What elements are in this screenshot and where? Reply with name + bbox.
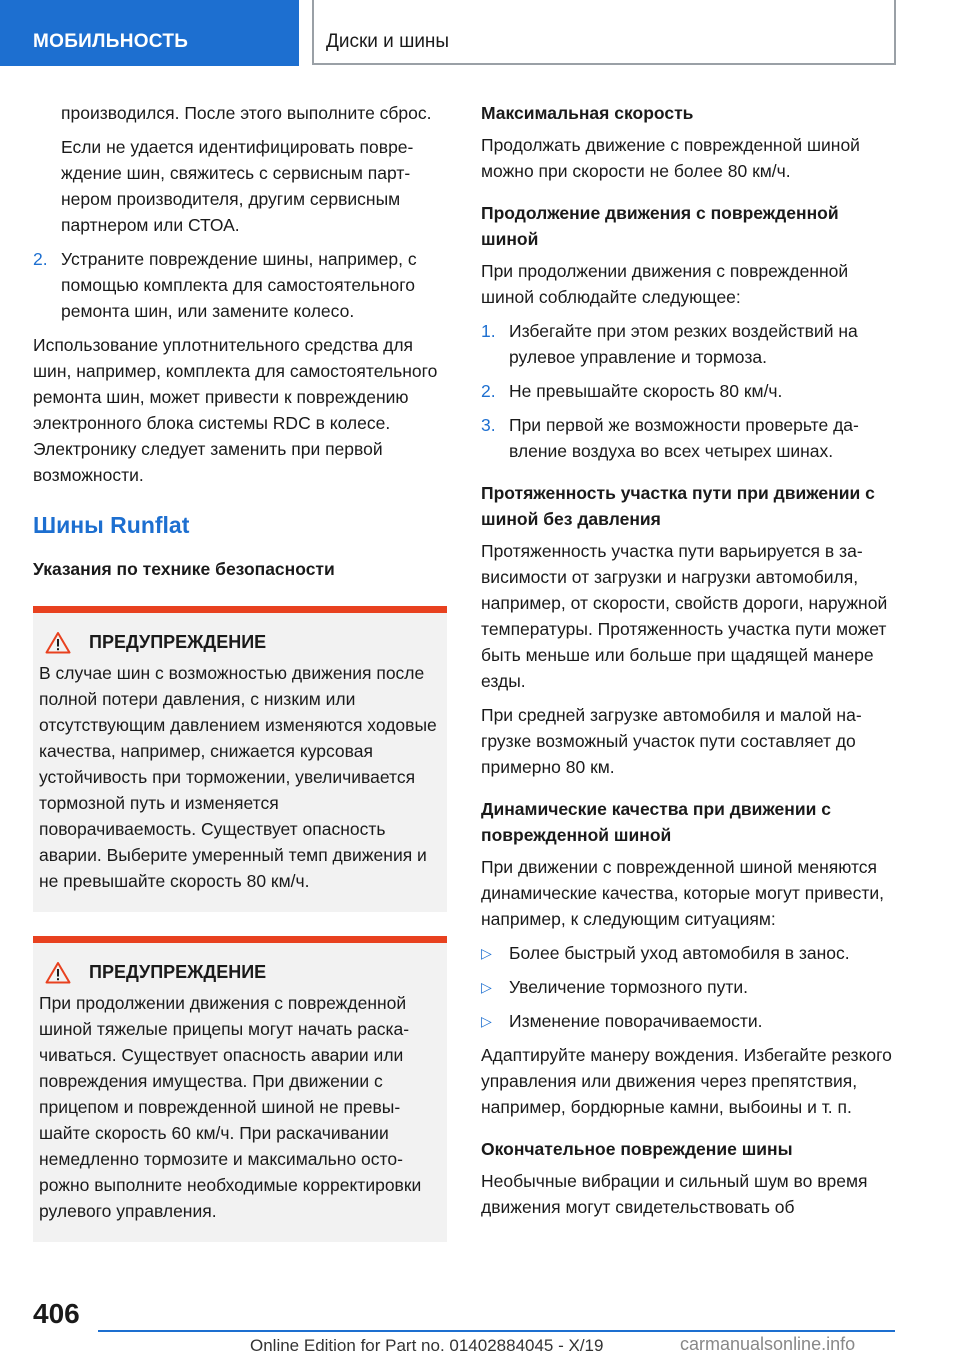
- warning-title: [39, 631, 437, 654]
- list-text: Не превышайте скорость 80 км/ч.: [509, 381, 783, 401]
- subsection-heading: Указания по технике безопасности: [33, 559, 335, 579]
- list-text: Устраните повреждение шины, например, с помощью комплекта для самостоятельного ремонта шин, или замените колесо.: [61, 249, 417, 321]
- page-header: [0, 0, 960, 66]
- right-column: [481, 100, 895, 1228]
- list-number: 2.: [33, 249, 48, 269]
- warning-triangle-icon: [45, 961, 71, 984]
- watermark: carmanualsonline.info: [680, 1334, 856, 1354]
- list-item: [481, 318, 895, 370]
- warning-text: При продолжении движения с поврежденной шиной тяжелые прицепы могут начать раскачиваться. Существует опасность аварии или повреждения имущества. При движении с прицепом и поврежденной шиной не превышайте скорость 60 км/ч. При раскачивании немедленно тормозите и максимально осторожно выполните необходимые корректировки рулевого управления.: [39, 993, 422, 1221]
- paragraph: При продолжении движения с поврежденной шиной соблюдайте следующее:: [481, 261, 849, 307]
- bullet-text: Более быстрый уход автомобиля в занос.: [509, 943, 850, 963]
- bullet-item: [481, 1008, 895, 1034]
- list-item: [481, 412, 895, 464]
- paragraph: производился. После этого выполните сброс.: [61, 103, 432, 123]
- subsection-heading: Максимальная скорость: [481, 103, 694, 123]
- section-heading: Шины Runflat: [33, 512, 190, 538]
- section-title: МОБИЛЬНОСТЬ: [0, 0, 299, 66]
- paragraph: Продолжать движение с поврежденной шиной можно при скорости не более 80 км/ч.: [481, 135, 860, 181]
- paragraph: Необычные вибрации и сильный шум во время движения могут свидетельствовать об: [481, 1171, 868, 1217]
- paragraph: Использование уплотнительного средства для шин, например, комплекта для самостоятельного ремонта шин, может привести к повреждению электронного блока системы RDC в колесе. Электронику следует заменить при первой возможности.: [33, 335, 438, 485]
- list-number: 1.: [481, 321, 496, 341]
- warning-label: ПРЕДУПРЕЖДЕНИЕ: [89, 962, 267, 982]
- list-number: 2.: [481, 381, 496, 401]
- warning-text: В случае шин с возможностью движения после полной потери давления, с низким или отсутствующим давлением изменяются ходовые качества, например, снижается курсовая устойчивость при торможении, увеличивается тормозной путь и изменяется поворачиваемость. Существует опасность аварии. Выберите умеренный темп движения и не превышайте скорость 80 км/ч.: [39, 663, 437, 891]
- paragraph: Протяженность участка пути варьируется в зависимости от загрузки и нагрузки автомобиля, например, от скорости, свойств дороги, наружной температуры. Протяженность участка пути может быть меньше или больше при щадящей манере езды.: [481, 541, 888, 691]
- page-number: 406: [33, 1298, 80, 1329]
- warning-title: [39, 961, 437, 984]
- subsection-heading: Протяженность участка пути при движении с шиной без давления: [481, 483, 875, 529]
- bullet-text: Увеличение тормозного пути.: [509, 977, 749, 997]
- list-item: [33, 246, 447, 324]
- warning-box: [33, 936, 447, 1242]
- paragraph: Если не удается идентифицировать повреждение шин, свяжитесь с сервисным партнером производителя, другим сервисным партнером или СТОА.: [61, 137, 414, 235]
- bullet-item: [481, 974, 895, 1000]
- list-item: [481, 378, 895, 404]
- bullet-item: [481, 940, 895, 966]
- bullet-text: Изменение поворачиваемости.: [509, 1011, 763, 1031]
- subsection-heading: Динамические качества при движении с поврежденной шиной: [481, 799, 831, 845]
- subsection-heading: Окончательное повреждение шины: [481, 1139, 793, 1159]
- edition-note: Online Edition for Part no. 01402884045 - X/19: [250, 1336, 604, 1355]
- warning-box: [33, 606, 447, 912]
- warning-label: ПРЕДУПРЕЖДЕНИЕ: [89, 632, 267, 652]
- warning-triangle-icon: [45, 631, 71, 654]
- list-text: При первой же возможности проверьте давление воздуха во всех четырех шинах.: [509, 415, 859, 461]
- triangle-bullet-icon: ▷: [481, 945, 492, 961]
- footer-divider: [98, 1330, 895, 1332]
- paragraph: При средней загрузке автомобиля и малой нагрузке возможный участок пути составляет до примерно 80 км.: [481, 705, 862, 777]
- left-column: [33, 100, 447, 1254]
- triangle-bullet-icon: ▷: [481, 1013, 492, 1029]
- chapter-title: Диски и шины: [312, 0, 896, 65]
- list-number: 3.: [481, 415, 496, 435]
- list-text: Избегайте при этом резких воздействий на рулевое управление и тормоза.: [509, 321, 858, 367]
- triangle-bullet-icon: ▷: [481, 979, 492, 995]
- paragraph: Адаптируйте манеру вождения. Избегайте резкого управления или движения через препятствия, например, бордюрные камни, выбоины и т. п.: [481, 1045, 892, 1117]
- paragraph: При движении с поврежденной шиной меняются динамические качества, которые могут привести, например, к следующим ситуациям:: [481, 857, 885, 929]
- subsection-heading: Продолжение движения с поврежденной шиной: [481, 203, 839, 249]
